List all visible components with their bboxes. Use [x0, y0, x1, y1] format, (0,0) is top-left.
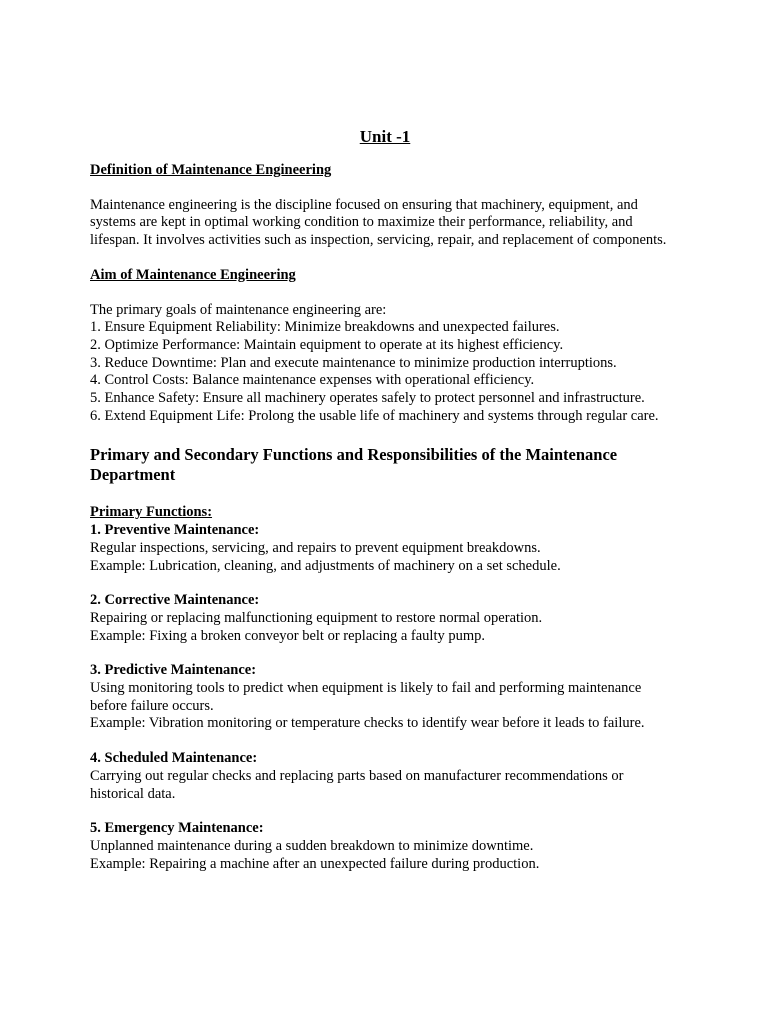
document-body: [90, 126, 680, 873]
function-title: 5. Emergency Maintenance:: [90, 820, 264, 837]
function-title: 3. Predictive Maintenance:: [90, 662, 257, 679]
function-title: 1. Preventive Maintenance:: [90, 522, 260, 539]
function-item: [90, 662, 680, 733]
function-description: Regular inspections, servicing, and repairs to prevent equipment breakdowns.: [90, 539, 541, 556]
spacer: [90, 285, 680, 302]
function-example: Example: Repairing a machine after an unexpected failure during production.: [90, 855, 540, 872]
aim-list-item: 5. Enhance Safety: Ensure all machinery operates safely to protect personnel and infrastructure.: [90, 390, 645, 407]
function-description: Carrying out regular checks and replacing parts based on manufacturer recommendations or historical data.: [90, 767, 624, 802]
spacer: [90, 575, 680, 592]
function-description: Unplanned maintenance during a sudden breakdown to minimize downtime.: [90, 837, 534, 854]
function-item: [90, 750, 680, 803]
aim-heading: Aim of Maintenance Engineering: [90, 266, 296, 283]
aim-list-item: 1. Ensure Equipment Reliability: Minimize breakdowns and unexpected failures.: [90, 319, 560, 336]
function-title: 2. Corrective Maintenance:: [90, 592, 260, 609]
function-description: Repairing or replacing malfunctioning equipment to restore normal operation.: [90, 609, 543, 626]
function-example: Example: Vibration monitoring or temperature checks to identify wear before it leads to failure.: [90, 715, 645, 732]
spacer: [90, 645, 680, 662]
function-item: [90, 592, 680, 645]
aim-list: [90, 319, 680, 425]
functions-heading: Primary and Secondary Functions and Responsibilities of the Maintenance Department: [90, 445, 618, 485]
spacer: [90, 250, 680, 267]
unit-title: Unit -1: [359, 127, 411, 146]
aim-list-item: 2. Optimize Performance: Maintain equipment to operate at its highest efficiency.: [90, 336, 564, 353]
aim-list-item: 6. Extend Equipment Life: Prolong the usable life of machinery and systems through regular care.: [90, 407, 659, 424]
primary-functions-label: Primary Functions:: [90, 504, 213, 521]
definition-heading: Definition of Maintenance Engineering: [90, 162, 332, 178]
spacer: [90, 425, 680, 445]
function-item: [90, 820, 680, 873]
spacer: [90, 803, 680, 820]
function-item: [90, 522, 680, 575]
spacer: [90, 733, 680, 750]
aim-list-item: 4. Control Costs: Balance maintenance expenses with operational efficiency.: [90, 372, 535, 389]
spacer: [90, 485, 680, 504]
function-example: Example: Lubrication, cleaning, and adjustments of machinery on a set schedule.: [90, 557, 561, 574]
aim-list-item: 3. Reduce Downtime: Plan and execute maintenance to minimize production interruptions.: [90, 354, 617, 371]
aim-intro: The primary goals of maintenance engineering are:: [90, 301, 387, 318]
function-title: 4. Scheduled Maintenance:: [90, 750, 258, 767]
definition-paragraph: Maintenance engineering is the discipline focused on ensuring that machinery, equipment, and systems are kept in optimal working condition to maximize their performance, reliability, and lifespan. It involves activities such as inspection, servicing, repair, and replacement of components.: [90, 196, 667, 249]
function-description: Using monitoring tools to predict when equipment is likely to fail and performing maintenance before failure occurs.: [90, 680, 642, 714]
function-example: Example: Fixing a broken conveyor belt or replacing a faulty pump.: [90, 627, 486, 644]
spacer: [90, 180, 680, 197]
